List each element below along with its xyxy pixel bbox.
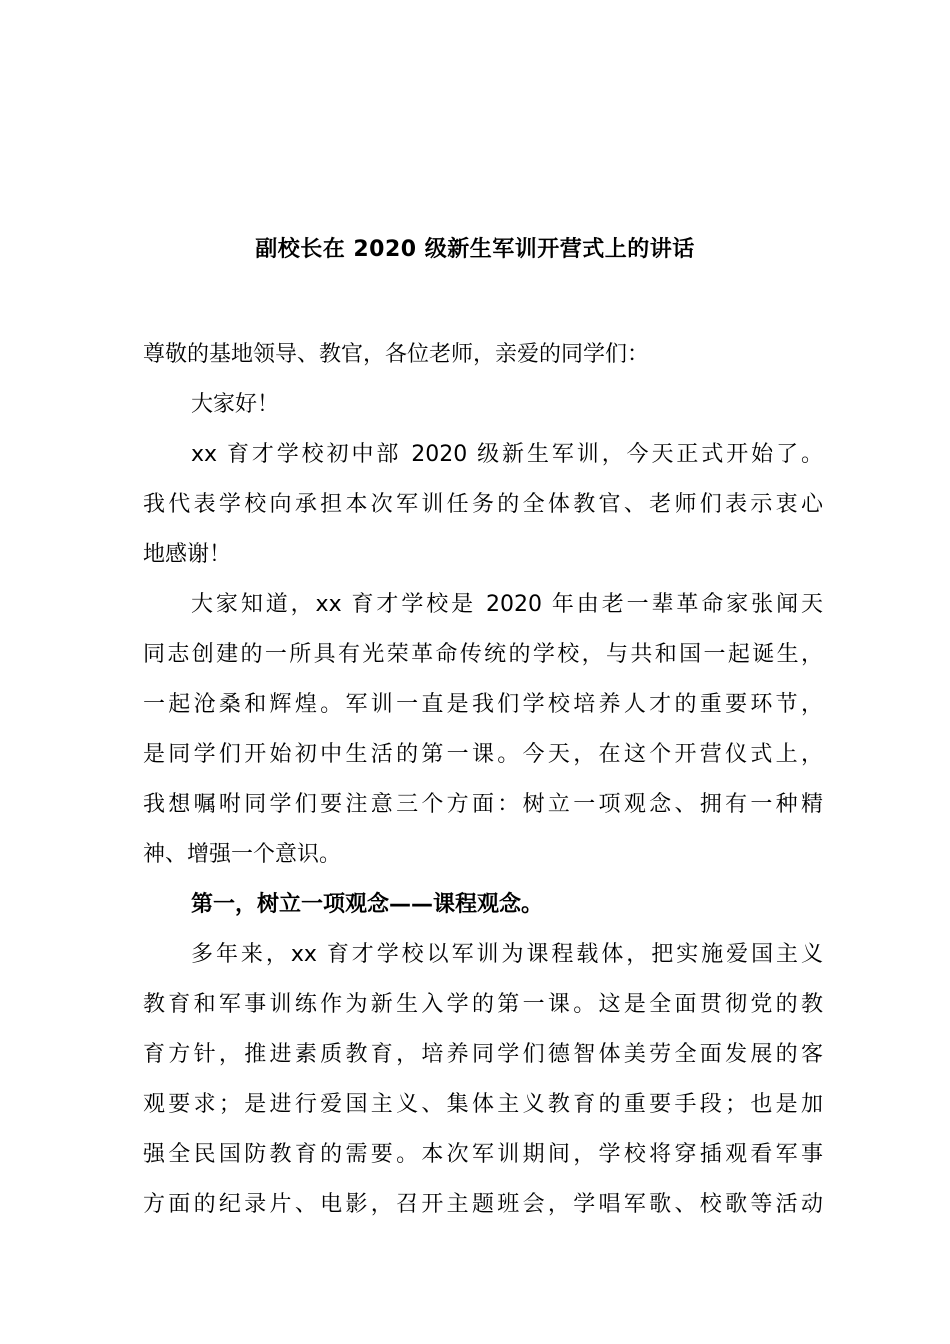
paragraph-line: 多年来，xx 育才学校以军训为课程载体，把实施爱国主义	[191, 942, 823, 967]
paragraph-line: 教育和军事训练作为新生入学的第一课。这是全面贯彻党的教	[143, 992, 823, 1017]
document-title: 副校长在 2020 级新生军训开营式上的讲话	[255, 237, 695, 262]
paragraph-line: 一起沧桑和辉煌。军训一直是我们学校培养人才的重要环节，	[143, 692, 823, 717]
paragraph-line: 地感谢！	[143, 542, 232, 567]
paragraph-line: 我想嘱咐同学们要注意三个方面：树立一项观念、拥有一种精	[143, 792, 823, 817]
document-body	[143, 330, 823, 1230]
paragraph-line: 同志创建的一所具有光荣革命传统的学校，与共和国一起诞生，	[143, 642, 823, 667]
paragraph-line: 观要求；是进行爱国主义、集体主义教育的重要手段；也是加	[143, 1092, 823, 1117]
salutation-line: 尊敬的基地领导、教官，各位老师，亲爱的同学们：	[143, 342, 650, 367]
paragraph-line: 大家知道，xx 育才学校是 2020 年由老一辈革命家张闻天	[191, 592, 823, 617]
paragraph-line: 我代表学校向承担本次军训任务的全体教官、老师们表示衷心	[143, 492, 823, 517]
section-heading: 第一，树立一项观念——课程观念。	[191, 892, 544, 917]
paragraph-line: 神、增强一个意识。	[143, 842, 342, 867]
greeting-line: 大家好！	[191, 392, 280, 417]
paragraph-line: 是同学们开始初中生活的第一课。今天，在这个开营仪式上，	[143, 742, 823, 767]
paragraph-line: 方面的纪录片、电影，召开主题班会，学唱军歌、校歌等活动	[143, 1192, 823, 1217]
paragraph-line: 育方针，推进素质教育，培养同学们德智体美劳全面发展的客	[143, 1042, 823, 1067]
paragraph-line: xx 育才学校初中部 2020 级新生军训，今天正式开始了。	[191, 442, 823, 467]
paragraph-line: 强全民国防教育的需要。本次军训期间，学校将穿插观看军事	[143, 1142, 823, 1167]
